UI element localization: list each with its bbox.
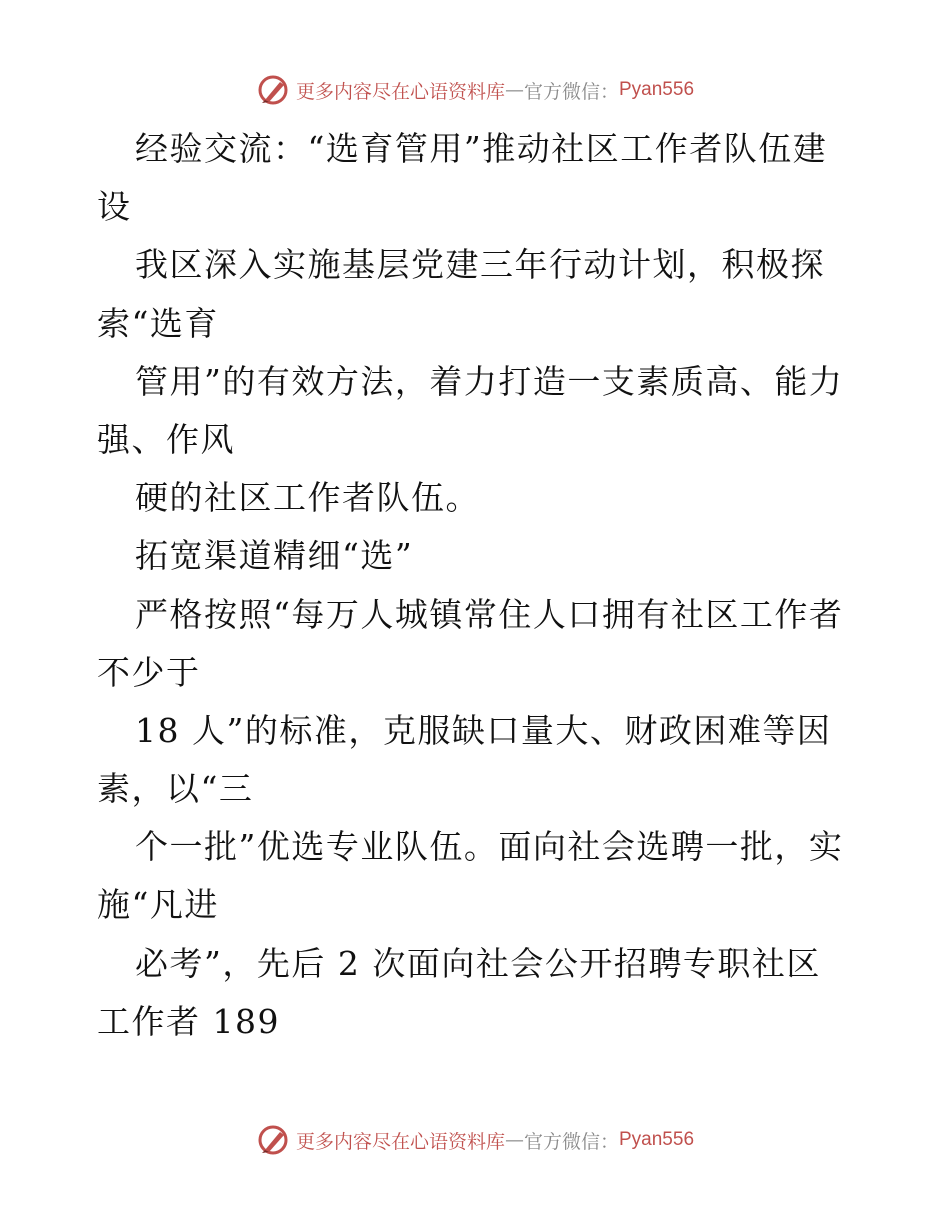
banner-separator: — [504, 1129, 524, 1151]
text-line: 个一批”优选专业队伍。面向社会选聘一批，实 [135, 827, 844, 867]
text-line: 严格按照“每万人城镇常住人口拥有社区工作者 [135, 594, 844, 634]
text-line: 18 人”的标准，克服缺口量大、财政困难等因 [135, 710, 832, 750]
section-heading: 拓宽渠道精细“选” [135, 536, 414, 576]
text-line: 硬的社区工作者队伍。 [135, 478, 480, 518]
text-line: 我区深入实施基层党建三年行动计划，积极探 [135, 245, 825, 285]
text-line: 施“凡进 [97, 885, 219, 925]
banner-text: 更多内容尽在心语资料库 [295, 80, 505, 103]
text-line: 设 [97, 187, 132, 227]
footer-banner [0, 1120, 950, 1160]
document-body [97, 120, 867, 1051]
pen-logo-icon [256, 73, 290, 107]
banner-wechat-id: Pyan556 [619, 79, 695, 100]
header-banner [0, 70, 950, 110]
text-line: 索“选育 [97, 303, 219, 343]
banner-separator: — [504, 79, 524, 101]
text-line: 不少于 [97, 652, 201, 692]
text-line: 强、作风 [97, 419, 235, 459]
text-line: 素，以“三 [97, 769, 254, 809]
pen-logo-icon [256, 1123, 290, 1157]
banner-wechat-label: 官方微信： [523, 80, 619, 103]
banner-wechat-label: 官方微信： [523, 1130, 619, 1153]
text-line: 管用”的有效方法，着力打造一支素质高、能力 [135, 361, 844, 401]
text-line: 必考”，先后 2 次面向社会公开招聘专职社区 [135, 943, 821, 983]
text-line: 经验交流：“选育管用”推动社区工作者队伍建 [135, 129, 828, 168]
banner-wechat-id: Pyan556 [619, 1129, 695, 1150]
banner-text: 更多内容尽在心语资料库 [295, 1130, 505, 1153]
text-line: 工作者 189 [97, 1001, 280, 1041]
